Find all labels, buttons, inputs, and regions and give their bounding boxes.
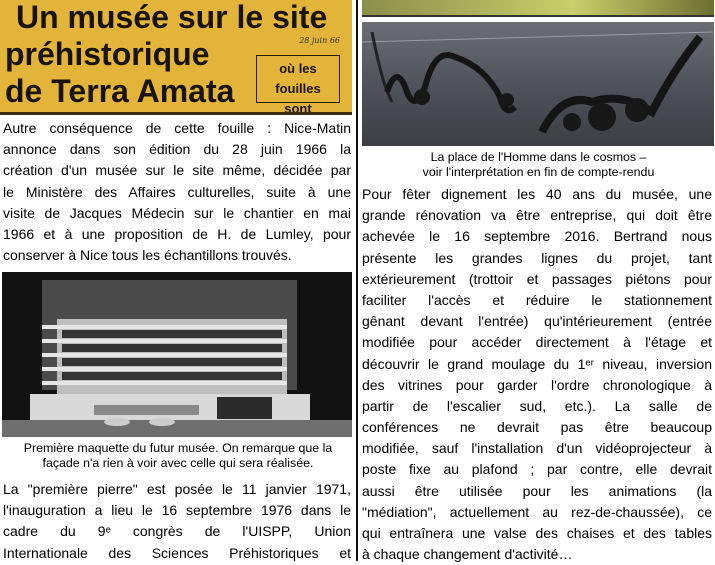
- caption-line: La place de l'Homme dans le cosmos –: [430, 150, 647, 164]
- caption-line: Première maquette du futur musée. On remarque que la: [23, 441, 333, 455]
- text-line: partir de l'escalier sud, etc.). La salle de: [362, 397, 712, 414]
- text-line: poste fixe au plafond ; par contre, elle devrait: [362, 461, 712, 478]
- left-paragraph-1: [3, 118, 351, 266]
- clipping-handwritten-date: 28 juin 66: [299, 36, 340, 45]
- text-line: cadre du 9ᵉ congrès de l'UISPP, Union: [3, 523, 351, 540]
- text-line: conserver à Nice tous les échantillons trouvés.: [3, 247, 292, 264]
- clipping-headline-3: de Terra Amata: [5, 73, 235, 109]
- text-line: achevée le 16 septembre 2016. Bertrand nous: [362, 228, 712, 245]
- text-line: le Ministère des Affaires culturelles, suite à une: [3, 183, 351, 200]
- text-line: l'inauguration a lieu le 16 septembre 1976 dans le: [3, 502, 351, 519]
- museum-model-photo: [2, 272, 352, 437]
- text-line: Pour fêter dignement les 40 ans du musée, une: [362, 186, 712, 202]
- text-line: extérieurement (trottoir et passages piétons pour: [362, 270, 712, 287]
- text-line: 1966 et à une proposition de H. de Lumley, pour: [3, 225, 351, 242]
- text-line: conférences ne devrait pas être beaucoup: [362, 419, 712, 436]
- text-line: qui entraînera une valse des chaises et des tables: [362, 525, 712, 541]
- text-line: modifiée, sauf l'installation d'un vidéoprojecteur à: [362, 440, 712, 457]
- text-line: gênant devant l'entrée) qu'intérieurement (entrée: [362, 313, 712, 330]
- text-line: présente les grandes lignes du projet, tant: [362, 249, 712, 266]
- text-line: aussi être utilisée pour les animations (la: [362, 482, 712, 499]
- text-line: La "première pierre" est posée le 11 janvier 1971,: [3, 481, 351, 497]
- caption-line: façade n'a rien à voir avec celle qui sera réalisée.: [42, 455, 314, 470]
- column-divider: [356, 0, 358, 561]
- clipping-headline-2: préhistorique: [5, 36, 210, 72]
- text-line: modifiée pour accéder directement à l'étage et: [362, 334, 712, 351]
- clipping-subtitle-box: [256, 55, 340, 115]
- sculpture-photo: [362, 22, 714, 146]
- right-paragraph: [362, 184, 712, 565]
- top-photo-fragment: [362, 0, 714, 17]
- text-line: à chaque changement d'activité…: [362, 546, 573, 563]
- text-line: "médiation", actuellement au rez-de-chaussée), ce: [362, 503, 712, 520]
- text-line: grande rénovation va être entreprise, qui doit être: [362, 207, 712, 224]
- text-line: des vitrines pour garder l'ordre chronologique à: [362, 376, 712, 393]
- clipping-subtitle-1: où les fouilles: [275, 61, 321, 96]
- newspaper-clipping: [0, 0, 352, 115]
- right-photo-caption: [362, 150, 715, 179]
- text-line: découvrir le grand moulage du 1ᵉʳ niveau, inversion: [362, 355, 712, 372]
- text-line: Internationale des Sciences Préhistoriques et: [3, 544, 351, 561]
- clipping-subtitle-2: sont: [284, 101, 312, 115]
- caption-line: voir l'interprétation en fin de compte-rendu: [422, 164, 655, 179]
- text-line: Autre conséquence de cette fouille : Nice-Matin: [3, 120, 351, 136]
- left-paragraph-2: [3, 479, 351, 564]
- clipping-headline-1: Un musée sur le site: [16, 0, 328, 35]
- text-line: création d'un musée sur le site même, décidée par: [3, 162, 351, 179]
- text-line: annonce dans son édition du 28 juin 1966 la: [3, 141, 351, 158]
- text-line: visite de Jacques Médecin sur le chantier en mai: [3, 204, 351, 221]
- text-line: faciliter l'accès et réduire le stationnement: [362, 291, 712, 308]
- left-photo-caption: [0, 441, 356, 470]
